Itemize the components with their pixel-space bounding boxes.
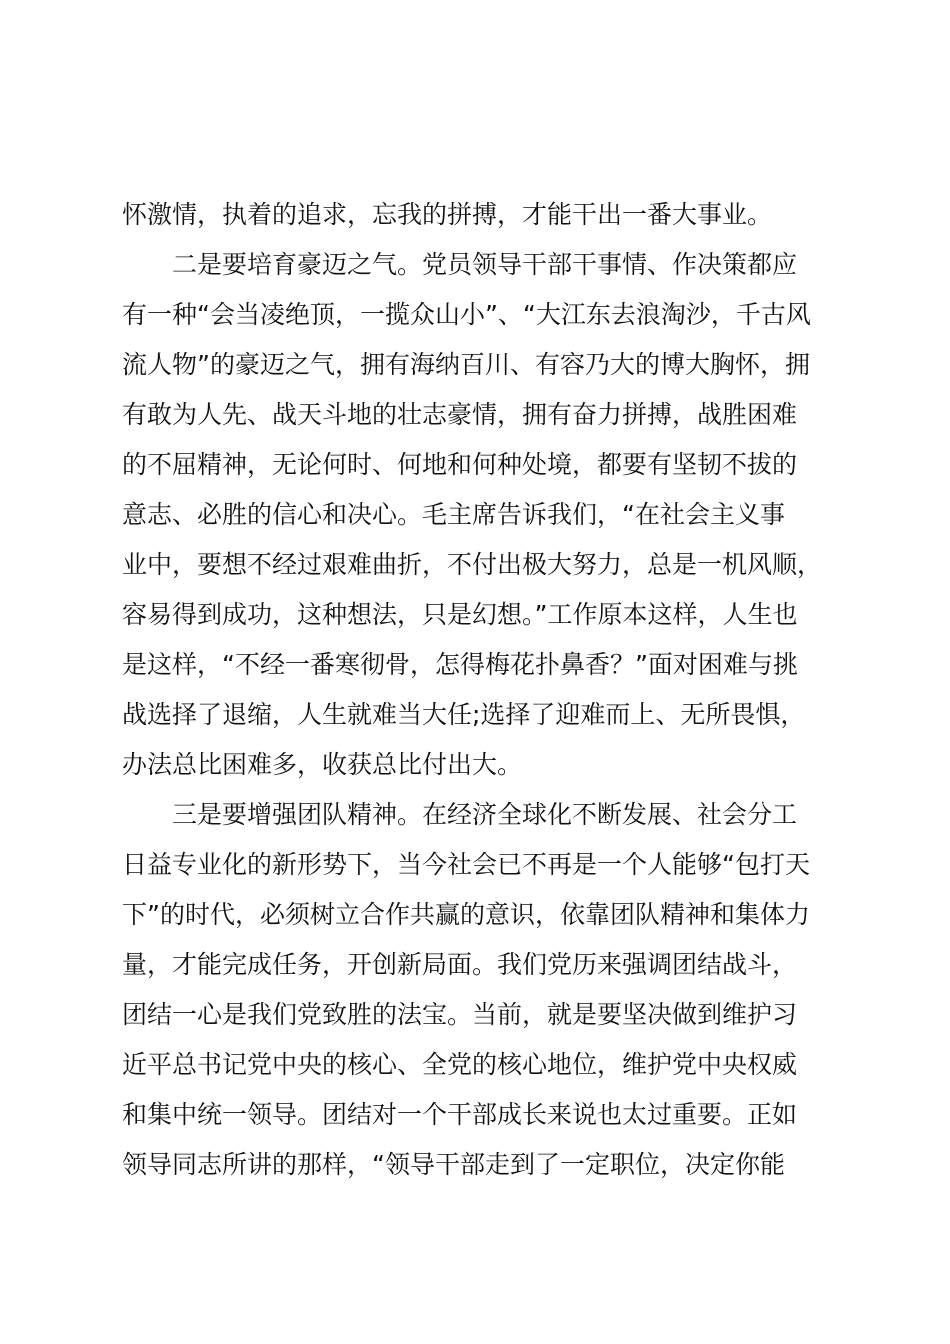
text-line: 战选择了退缩，人生就难当大任;选择了迎难而上、无所畏惧，	[122, 700, 806, 729]
text-line: 是这样，“不经一番寒彻骨，怎得梅花扑鼻香？”面对困难与挑	[122, 650, 798, 679]
text-line: 日益专业化的新形势下，当今社会已不再是一个人能够“包打天	[122, 850, 810, 879]
body-text	[122, 190, 834, 1190]
text-line: 下”的时代，必须树立合作共赢的意识，依靠团队精神和集体力	[122, 900, 810, 929]
text-line: 有敢为人先、战天斗地的壮志豪情，拥有奋力拼搏，战胜困难	[122, 400, 798, 429]
text-line: 业中，要想不经过艰难曲折，不付出极大努力，总是一机风顺，	[122, 550, 823, 579]
text-line: 和集中统一领导。团结对一个干部成长来说也太过重要。正如	[122, 1100, 798, 1129]
text-line: 二是要培育豪迈之气。党员领导干部干事情、作决策都应	[172, 250, 798, 279]
text-line: 有一种“会当凌绝顶，一揽众山小”、“大江东去浪淘沙，千古风	[122, 300, 811, 329]
paragraph-3	[122, 790, 834, 1190]
text-line: 量，才能完成任务，开创新局面。我们党历来强调团结战斗，	[122, 950, 798, 979]
text-line: 怀激情，执着的追求，忘我的拼搏，才能干出一番大事业。	[122, 200, 773, 229]
text-line: 意志、必胜的信心和决心。毛主席告诉我们，“在社会主义事	[122, 500, 785, 529]
text-line: 团结一心是我们党致胜的法宝。当前，就是要坚决做到维护习	[122, 1000, 798, 1029]
text-line: 流人物”的豪迈之气，拥有海纳百川、有容乃大的博大胸怀，拥	[122, 350, 810, 379]
text-line: 容易得到成功，这种想法，只是幻想。”工作原本这样，人生也	[122, 600, 798, 629]
text-line: 三是要增强团队精神。在经济全球化不断发展、社会分工	[172, 800, 798, 829]
text-line: 的不屈精神，无论何时、何地和何种处境，都要有坚韧不拔的	[122, 450, 798, 479]
text-line: 领导同志所讲的那样，“领导干部走到了一定职位，决定你能	[122, 1150, 785, 1179]
paragraph-2	[122, 240, 834, 790]
paragraph-1	[122, 190, 834, 240]
text-line: 办法总比困难多，收获总比付出大。	[122, 750, 523, 779]
text-line: 近平总书记党中央的核心、全党的核心地位，维护党中央权威	[122, 1050, 798, 1079]
